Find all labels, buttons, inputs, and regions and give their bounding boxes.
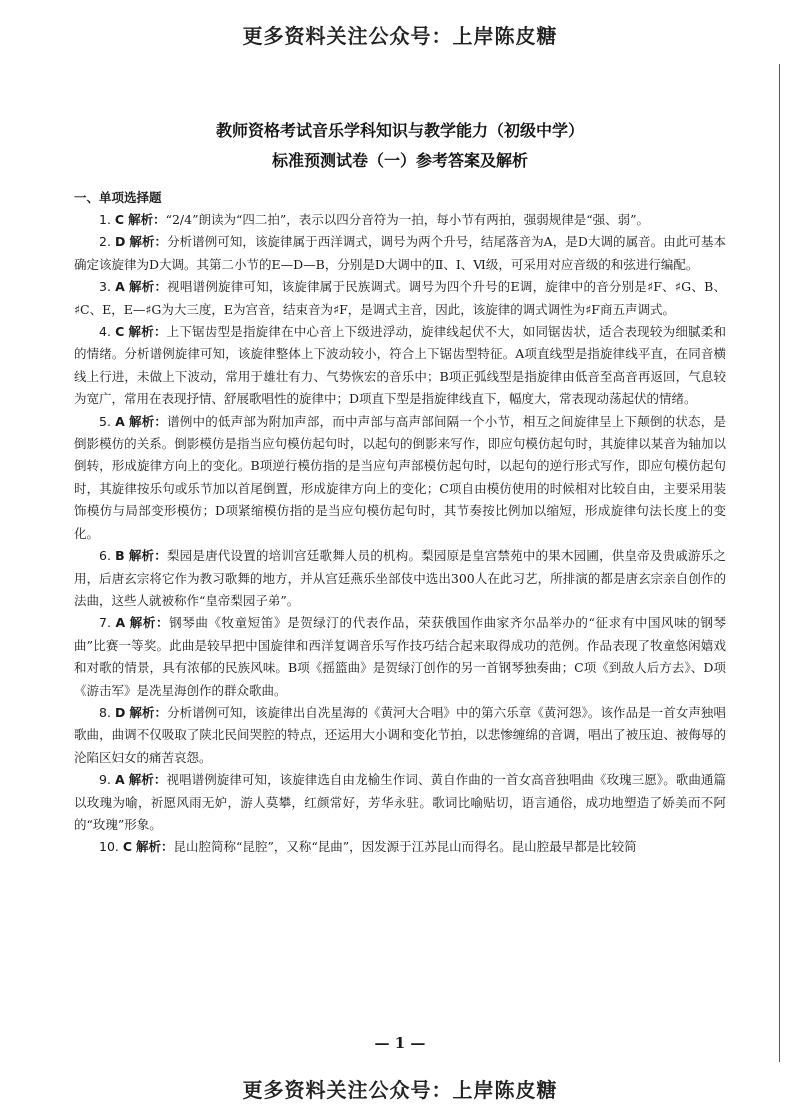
page-margin-line xyxy=(779,64,780,1062)
analysis-text: “2/4”朗读为“四二拍”，表示以四分音符为一拍，每小节有两拍，强弱规律是“强、弱”。 xyxy=(165,212,650,227)
question-number: 6. xyxy=(99,548,116,564)
question-number: 3. xyxy=(99,279,116,295)
analysis-label: 解析： xyxy=(136,839,174,855)
page-number: — 1 — xyxy=(374,1034,426,1052)
analysis-text: 上下锯齿型是指旋律在中心音上下级进浮动，旋律线起伏不大，如同锯齿状，适合表现较为细腻柔和的情绪。分析谱例旋律可知，该旋律整体上下波动较小，符合上下锯齿型特征。A项直线型是指旋律线平直，在同音横线上行进，未做上下波动，常用于雄壮有力、气势恢宏的音乐中；B项正弧线型是指旋律由低音至高音再返回，气息较为宽广，常用在表现抒情、舒展歌唱性的旋律中；D项直下型是指旋律线直下，幅度大，常表现动荡起伏的情绪。 xyxy=(74,324,726,407)
question-number: 5. xyxy=(99,413,116,429)
question-number: 2. xyxy=(99,234,115,250)
answer-letter: C xyxy=(115,324,125,340)
answer-letter: D xyxy=(114,704,126,720)
analysis-text: 梨园是唐代设置的培训宫廷歌舞人员的机构。梨园原是皇宫禁苑中的果木园圃，供皇帝及贵戚游乐之用，后唐玄宗将它作为教习歌舞的地方，并从宫廷燕乐坐部伎中选出300人在此习艺，所排演的都是唐玄宗亲自创作的法曲，这些人就被称作“皇帝梨园子弟”。 xyxy=(74,548,726,608)
answer-item xyxy=(74,612,726,702)
analysis-text: 昆山腔简称“昆腔”，又称“昆曲”，因发源于江苏昆山而得名。昆山腔最早都是比较简 xyxy=(173,839,637,855)
answer-list xyxy=(74,209,726,859)
answer-letter: C xyxy=(114,212,125,227)
answer-letter: D xyxy=(114,234,126,250)
answer-letter: A xyxy=(115,279,125,295)
answer-item xyxy=(74,769,726,836)
question-number: 4. xyxy=(99,324,116,340)
answer-item xyxy=(74,276,726,321)
question-number: 8. xyxy=(99,704,115,720)
analysis-text: 视唱谱例旋律可知，该旋律选自由龙榆生作词、黄自作曲的一首女高音独唱曲《玫瑰三愿》。歌曲通篇以玫瑰为喻，祈愿风雨无妒，游人莫攀，红颜常好，芳华永驻。歌词比喻贴切，语言通俗，成功地塑造了娇美而不阿的“玫瑰”形象。 xyxy=(74,772,726,832)
analysis-label: 解析： xyxy=(128,324,167,340)
answer-item xyxy=(74,209,726,231)
watermark-top: 更多资料关注公众号：上岸陈皮糖 xyxy=(242,24,558,48)
analysis-label: 解析： xyxy=(128,772,167,788)
analysis-label: 解析： xyxy=(128,548,167,564)
analysis-label: 解析： xyxy=(128,413,168,429)
analysis-text: 分析谱例可知，该旋律出自冼星海的《黄河大合唱》中的第六乐章《黄河怨》。该作品是一首女声独唱歌曲，曲调不仅吸取了陕北民间哭腔的特点，还运用大小调和变化节拍，以悲惨缠绵的音调，唱出了被压迫、被侮辱的沦陷区妇女的痛苦哀怨。 xyxy=(74,704,726,765)
answer-letter: A xyxy=(115,413,125,429)
section-heading: 一、单项选择题 xyxy=(74,190,162,205)
watermark-bottom: 更多资料关注公众号：上岸陈皮糖 xyxy=(242,1078,558,1102)
analysis-label: 解析： xyxy=(129,704,168,720)
answer-content xyxy=(74,187,726,859)
analysis-label: 解析： xyxy=(129,234,168,250)
answer-letter: C xyxy=(122,839,133,855)
answer-item xyxy=(74,411,726,545)
document-title: 教师资格考试音乐学科知识与教学能力（初级中学） xyxy=(215,121,584,140)
analysis-text: 视唱谱例旋律可知，该旋律属于民族调式。调号为四个升号的E调，旋律中的音分别是♯F、♯G、B、♯C、E，E—♯G为大三度，E为宫音，结束音为♯F，是调式主音，因此，该旋律的调式调性为♯F商五声调式。 xyxy=(74,279,726,317)
analysis-label: 解析： xyxy=(128,212,166,227)
analysis-text: 分析谱例可知，该旋律属于西洋调式，调号为两个升号，结尾落音为A，是D大调的属音。由此可基本确定该旋律为D大调。其第二小节的E—D—B，分别是D大调中的Ⅱ、Ⅰ、Ⅵ级，可采用对应音级的和弦进行编配。 xyxy=(74,234,726,272)
analysis-text: 钢琴曲《牧童短笛》是贺绿汀的代表作品，荣获俄国作曲家齐尔品举办的“征求有中国风味的钢琴曲”比赛一等奖。此曲是较早把中国旋律和西洋复调音乐写作技巧结合起来取得成功的范例。作品表现了牧童悠闲嬉戏和对歌的情景，具有浓郁的民族风味。B项《摇篮曲》是贺绿汀创作的另一首钢琴独奏曲；C项《到敌人后方去》、D项《游击军》是冼星海创作的群众歌曲。 xyxy=(74,615,726,698)
question-number: 10. xyxy=(99,839,123,855)
question-number: 9. xyxy=(99,772,115,788)
question-number: 7. xyxy=(99,615,116,631)
answer-letter: A xyxy=(114,772,125,788)
analysis-text: 谱例中的低声部为附加声部，而中声部与高声部间隔一个小节，相互之间旋律呈上下颠倒的状态，是倒影模仿的关系。倒影模仿是指当应句模仿起句时，以起句的倒影来写作，即应句模仿起句时，其旋律以某音为轴加以倒转，形成旋律方向上的变化。B项逆行模仿指的是当应句声部模仿起句时，以起句的逆行形式写作，即应句模仿起句时，其旋律按乐句或乐节加以首尾倒置，形成旋律方向上的变化；C项自由模仿使用的时候相对比较自由，主要采用装饰模仿与局部变形模仿；D项紧缩模仿指的是当应句模仿起句时，其节奏按比例加以缩短，形成旋律句法长度上的变化。 xyxy=(74,413,726,541)
answer-letter: B xyxy=(115,548,125,564)
analysis-label: 解析： xyxy=(129,615,170,631)
document-subtitle: 标准预测试卷（一）参考答案及解析 xyxy=(271,151,528,170)
answer-item xyxy=(74,836,726,858)
answer-item xyxy=(74,231,726,276)
answer-letter: A xyxy=(115,615,126,631)
answer-item xyxy=(74,545,726,612)
answer-item xyxy=(74,321,726,411)
answer-item xyxy=(74,702,726,769)
analysis-label: 解析： xyxy=(129,279,168,295)
question-number: 1. xyxy=(99,212,115,227)
